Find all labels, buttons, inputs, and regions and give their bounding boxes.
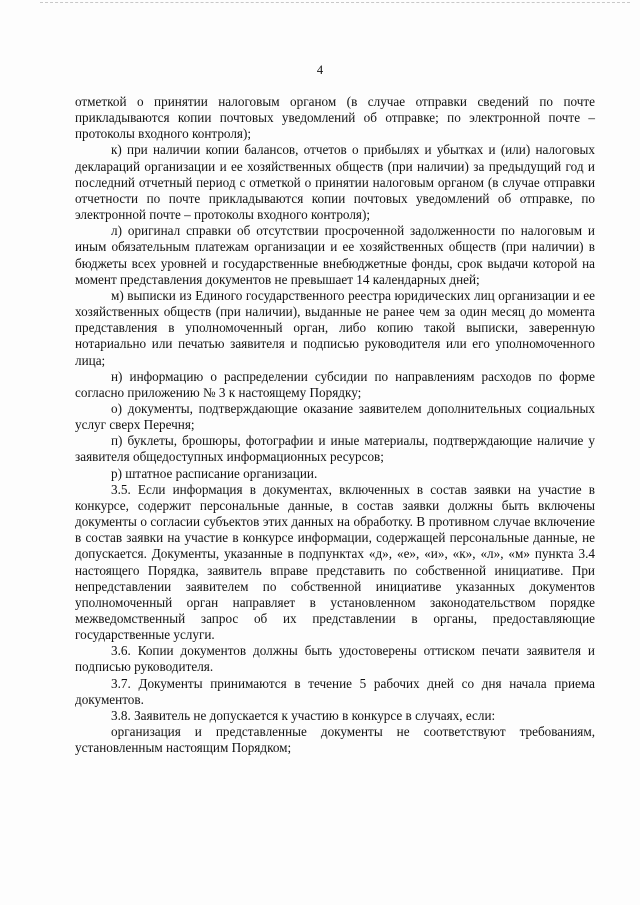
paragraph-item-m: м) выписки из Единого государственного реестра юридических лиц организации и ее хозяйственных обществ (при наличии), выданные не ранее чем за один месяц до момента представления в уполномоченный орган, либо копию такой выписки, заверенную нотариально или печатью заявителя и подписью руководителя или его уполномоченного лица; <box>75 287 595 368</box>
paragraph-item-k: к) при наличии копии балансов, отчетов о прибылях и убытках и (или) налоговых деклараций организации и ее хозяйственных обществ (при наличии) за предыдущий год и последний отчетный период с отметкой о принятии налоговым органом (в случае отправки отчетности по почте прикладываются копии почтовых уведомлений об отправке, по электронной почте – протоколы входного контроля); <box>75 142 595 223</box>
paragraph-3-8: 3.8. Заявитель не допускается к участию в конкурсе в случаях, если: <box>111 707 496 723</box>
paragraph-item-l: л) оригинал справки об отсутствии просроченной задолженности по налоговым и иным обязательным платежам организации и ее хозяйственных обществ (при наличии) в бюджеты всех уровней и государственные внебюджетные фонды, срок выдачи которой на момент представления документов не превышает 14 календарных дней; <box>75 223 595 287</box>
paragraph-3-7: 3.7. Документы принимаются в течение 5 рабочих дней со дня начала приема документов. <box>75 675 595 707</box>
page-number: 4 <box>316 63 324 77</box>
paragraph-3-6: 3.6. Копии документов должны быть удостоверены оттиском печати заявителя и подписью руководителя. <box>75 643 595 675</box>
paragraph-continuation: отметкой о принятии налоговым органом (в случае отправки сведений по почте прикладываются копии почтовых уведомлений об отправке; по электронной почте – протоколы входного контроля); <box>75 94 595 142</box>
paragraph-item-p: п) буклеты, брошюры, фотографии и иные материалы, подтверждающие наличие у заявителя общедоступных информационных ресурсов; <box>75 433 595 465</box>
scan-edge-line <box>40 2 630 3</box>
paragraph-item-o: о) документы, подтверждающие оказание заявителем дополнительных социальных услуг сверх Перечня; <box>75 400 595 433</box>
document-body <box>75 94 595 756</box>
paragraph-item-n: н) информацию о распределении субсидии по направлениям расходов по форме согласно приложению № 3 к настоящему Порядку; <box>75 368 595 400</box>
paragraph-3-5: 3.5. Если информация в документах, включенных в состав заявки на участие в конкурсе, содержит персональные данные, в состав заявки должны быть включены документы о согласии субъектов этих данных на обработку. В противном случае включение в состав заявки на участие в конкурсе информации, содержащей персональные данные, не допускается. Документы, указанные в подпунктах «д», «е», «и», «к», «л», «м» пункта 3.4 настоящего Порядка, заявитель вправе представить по собственной инициативе. При непредставлении заявителем по собственной инициативе указанных документов уполномоченный орган направляет в установленном законодательством порядке межведомственный запрос об их представлении в органы, предоставляющие государственные услуги. <box>75 481 595 643</box>
paragraph-3-8-condition: организация и представленные документы не соответствуют требованиям, установленным настоящим Порядком; <box>75 724 595 756</box>
paragraph-item-r: р) штатное расписание организации. <box>111 465 318 481</box>
